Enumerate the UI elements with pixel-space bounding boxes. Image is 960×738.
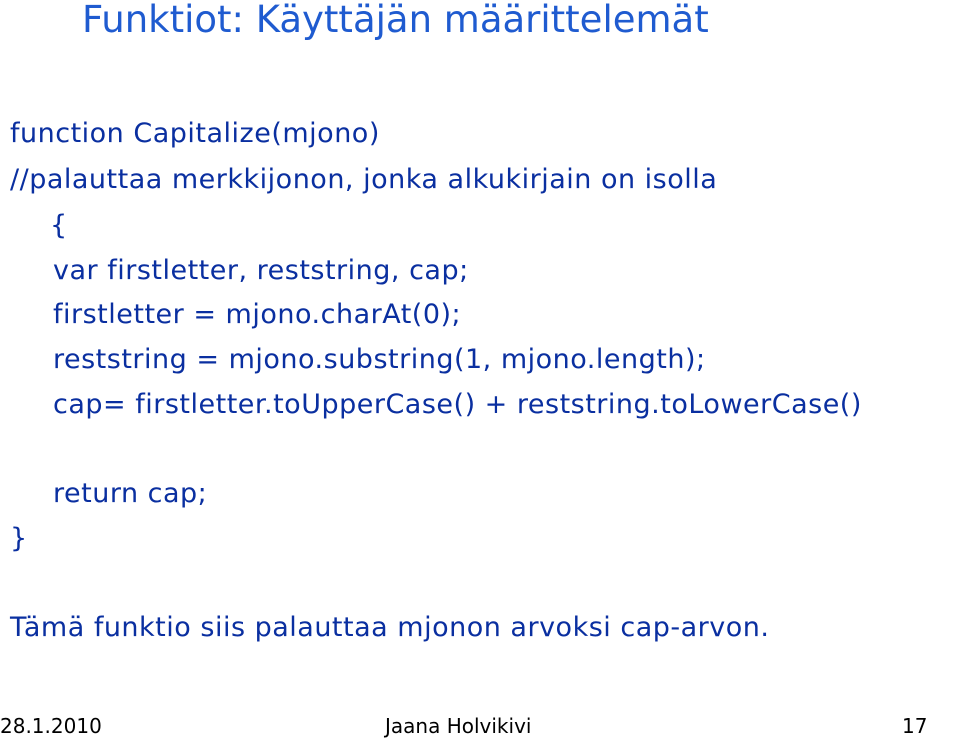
footer-author: Jaana Holvikivi (385, 714, 532, 738)
code-line-function-signature: function Capitalize(mjono) (10, 118, 380, 149)
summary-text: Tämä funktio siis palauttaa mjonon arvoksi cap-arvon. (10, 612, 770, 643)
code-line-comment: //palauttaa merkkijonon, jonka alkukirjain on isolla (10, 164, 718, 195)
code-line-close-brace: } (10, 523, 28, 554)
code-line-firstletter: firstletter = mjono.charAt(0); (53, 299, 462, 330)
code-line-cap: cap= firstletter.toUpperCase() + reststring.toLowerCase() (53, 389, 862, 420)
slide-title: Funktiot: Käyttäjän määrittelemät (82, 0, 709, 41)
code-line-open-brace: { (50, 210, 68, 241)
code-line-var-declaration: var firstletter, reststring, cap; (53, 255, 469, 286)
code-line-reststring: reststring = mjono.substring(1, mjono.length); (53, 344, 706, 375)
footer-page-number: 17 (902, 714, 928, 738)
code-line-return: return cap; (53, 478, 208, 509)
footer-date: 28.1.2010 (0, 714, 102, 738)
